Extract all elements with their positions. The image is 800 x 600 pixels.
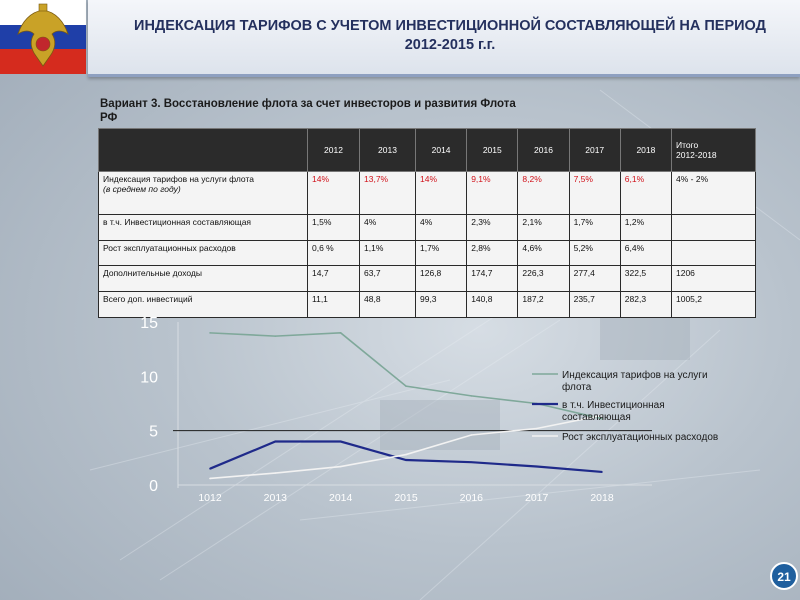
data-point: [405, 385, 407, 387]
cell-value: 4%: [415, 214, 466, 240]
legend-label: в т.ч. Инвестиционная: [562, 400, 665, 411]
cell-value: 2,1%: [518, 214, 569, 240]
data-point: [405, 454, 407, 456]
cell-value: 63,7: [360, 266, 416, 292]
cell-value: 48,8: [360, 292, 416, 318]
cell-value: 7,5%: [569, 171, 620, 214]
cell-value: 1,2%: [620, 214, 671, 240]
table-row: [99, 214, 756, 240]
table-row: [99, 266, 756, 292]
row-label-text: Индексация тарифов на услуги флота: [103, 173, 254, 184]
data-point: [209, 468, 211, 470]
cell-value: 226,3: [518, 266, 569, 292]
header-empty-cell: [99, 129, 308, 172]
tariff-table: [98, 128, 756, 318]
y-tick-label: 5: [149, 423, 158, 441]
cell-value: 14,7: [308, 266, 360, 292]
row-label: Всего доп. инвестиций: [99, 292, 308, 318]
series-line: [210, 333, 602, 419]
data-point: [536, 466, 538, 468]
header-total-line2: 2012-2018: [676, 149, 717, 160]
cell-value: 1,7%: [569, 214, 620, 240]
row-label: Рост эксплуатационных расходов: [99, 240, 308, 266]
cell-value: 8,2%: [518, 171, 569, 214]
cell-value: 6,4%: [620, 240, 671, 266]
legend-label: Индексация тарифов на услуги: [562, 370, 708, 381]
cell-value: 99,3: [415, 292, 466, 318]
data-point: [209, 478, 211, 480]
header-year: 2014: [415, 129, 466, 172]
y-tick-label: 0: [149, 478, 158, 495]
row-label: Дополнительные доходы: [99, 266, 308, 292]
header-total: [672, 129, 756, 172]
x-tick-label: 2017: [524, 492, 549, 504]
cell-value: 282,3: [620, 292, 671, 318]
cell-value: 126,8: [415, 266, 466, 292]
cell-value: 14%: [415, 171, 466, 214]
legend-label: составляющая: [562, 412, 631, 423]
x-tick-label: 2018: [590, 492, 614, 504]
row-sublabel: (в среднем по году): [103, 183, 181, 194]
cell-value: 277,4: [569, 266, 620, 292]
cell-value: 4,6%: [518, 240, 569, 266]
cell-total: [672, 240, 756, 266]
header-year: 2012: [308, 129, 360, 172]
data-point: [405, 459, 407, 461]
row-label: [99, 171, 308, 214]
cell-value: 322,5: [620, 266, 671, 292]
data-point: [275, 472, 277, 474]
cell-total: 1206: [672, 266, 756, 292]
line-chart: [130, 310, 770, 510]
cell-value: 13,7%: [360, 171, 416, 214]
cell-value: 187,2: [518, 292, 569, 318]
cell-total: [672, 214, 756, 240]
page-title: [100, 17, 800, 55]
cell-value: 2,8%: [467, 240, 518, 266]
header-year: 2018: [620, 129, 671, 172]
slide-number-badge: [770, 562, 798, 590]
header-year: 2013: [360, 129, 416, 172]
cell-value: 2,3%: [467, 214, 518, 240]
cell-value: 11,1: [308, 292, 360, 318]
cell-value: 1,5%: [308, 214, 360, 240]
table-row: [99, 240, 756, 266]
data-point: [471, 395, 473, 397]
cell-value: 6,1%: [620, 171, 671, 214]
x-tick-label: 2014: [328, 492, 353, 504]
x-tick-label: 2013: [263, 492, 288, 504]
table-row: [99, 171, 756, 214]
cell-total: 4% - 2%: [672, 171, 756, 214]
header-year: 2016: [518, 129, 569, 172]
row-label: в т.ч. Инвестиционная составляющая: [99, 214, 308, 240]
slide-number: 21: [777, 570, 791, 584]
variant-heading-line1: Вариант 3. Восстановление флота за счет инвесторов и развития Флота: [100, 98, 516, 110]
data-point: [340, 332, 342, 334]
x-tick-label: 2016: [459, 492, 484, 504]
page-title-line1: ИНДЕКСАЦИЯ ТАРИФОВ С УЧЕТОМ ИНВЕСТИЦИОННОЙ СОСТАВЛЯЮЩЕЙ НА ПЕРИОД: [134, 18, 766, 34]
data-point: [471, 434, 473, 436]
y-tick-label: 10: [140, 369, 158, 387]
data-point: [275, 335, 277, 337]
legend-label: Рост эксплуатационных расходов: [562, 432, 719, 443]
page-title-line2: 2012-2015 г.г.: [404, 37, 496, 53]
cell-value: 140,8: [467, 292, 518, 318]
data-point: [209, 332, 211, 334]
data-point: [601, 471, 603, 473]
header-year: 2017: [569, 129, 620, 172]
data-point: [275, 441, 277, 443]
cell-value: 9,1%: [467, 171, 518, 214]
cell-value: 5,2%: [569, 240, 620, 266]
variant-heading: [100, 97, 590, 125]
variant-heading-line2: РФ: [100, 112, 118, 124]
cell-value: 14%: [308, 171, 360, 214]
cell-value: 4%: [360, 214, 416, 240]
data-point: [536, 428, 538, 430]
cell-value: 235,7: [569, 292, 620, 318]
header-total-line1: Итого: [676, 139, 699, 150]
data-point: [340, 466, 342, 468]
cell-value: 0,6 %: [308, 240, 360, 266]
table-header-row: [99, 129, 756, 172]
cell-value: 1,7%: [415, 240, 466, 266]
cell-value: 174,7: [467, 266, 518, 292]
cell-total: 1005,2: [672, 292, 756, 318]
data-point: [471, 461, 473, 463]
header-year: 2015: [467, 129, 518, 172]
series-line: [210, 415, 602, 478]
series-line: [210, 442, 602, 472]
legend-label: флота: [562, 382, 592, 393]
x-tick-label: 2015: [394, 492, 418, 504]
data-point: [340, 441, 342, 443]
cell-value: 1,1%: [360, 240, 416, 266]
y-tick-label: 15: [140, 315, 158, 332]
x-tick-label: 1012: [198, 492, 222, 504]
russia-flag-emblem: [0, 0, 86, 74]
